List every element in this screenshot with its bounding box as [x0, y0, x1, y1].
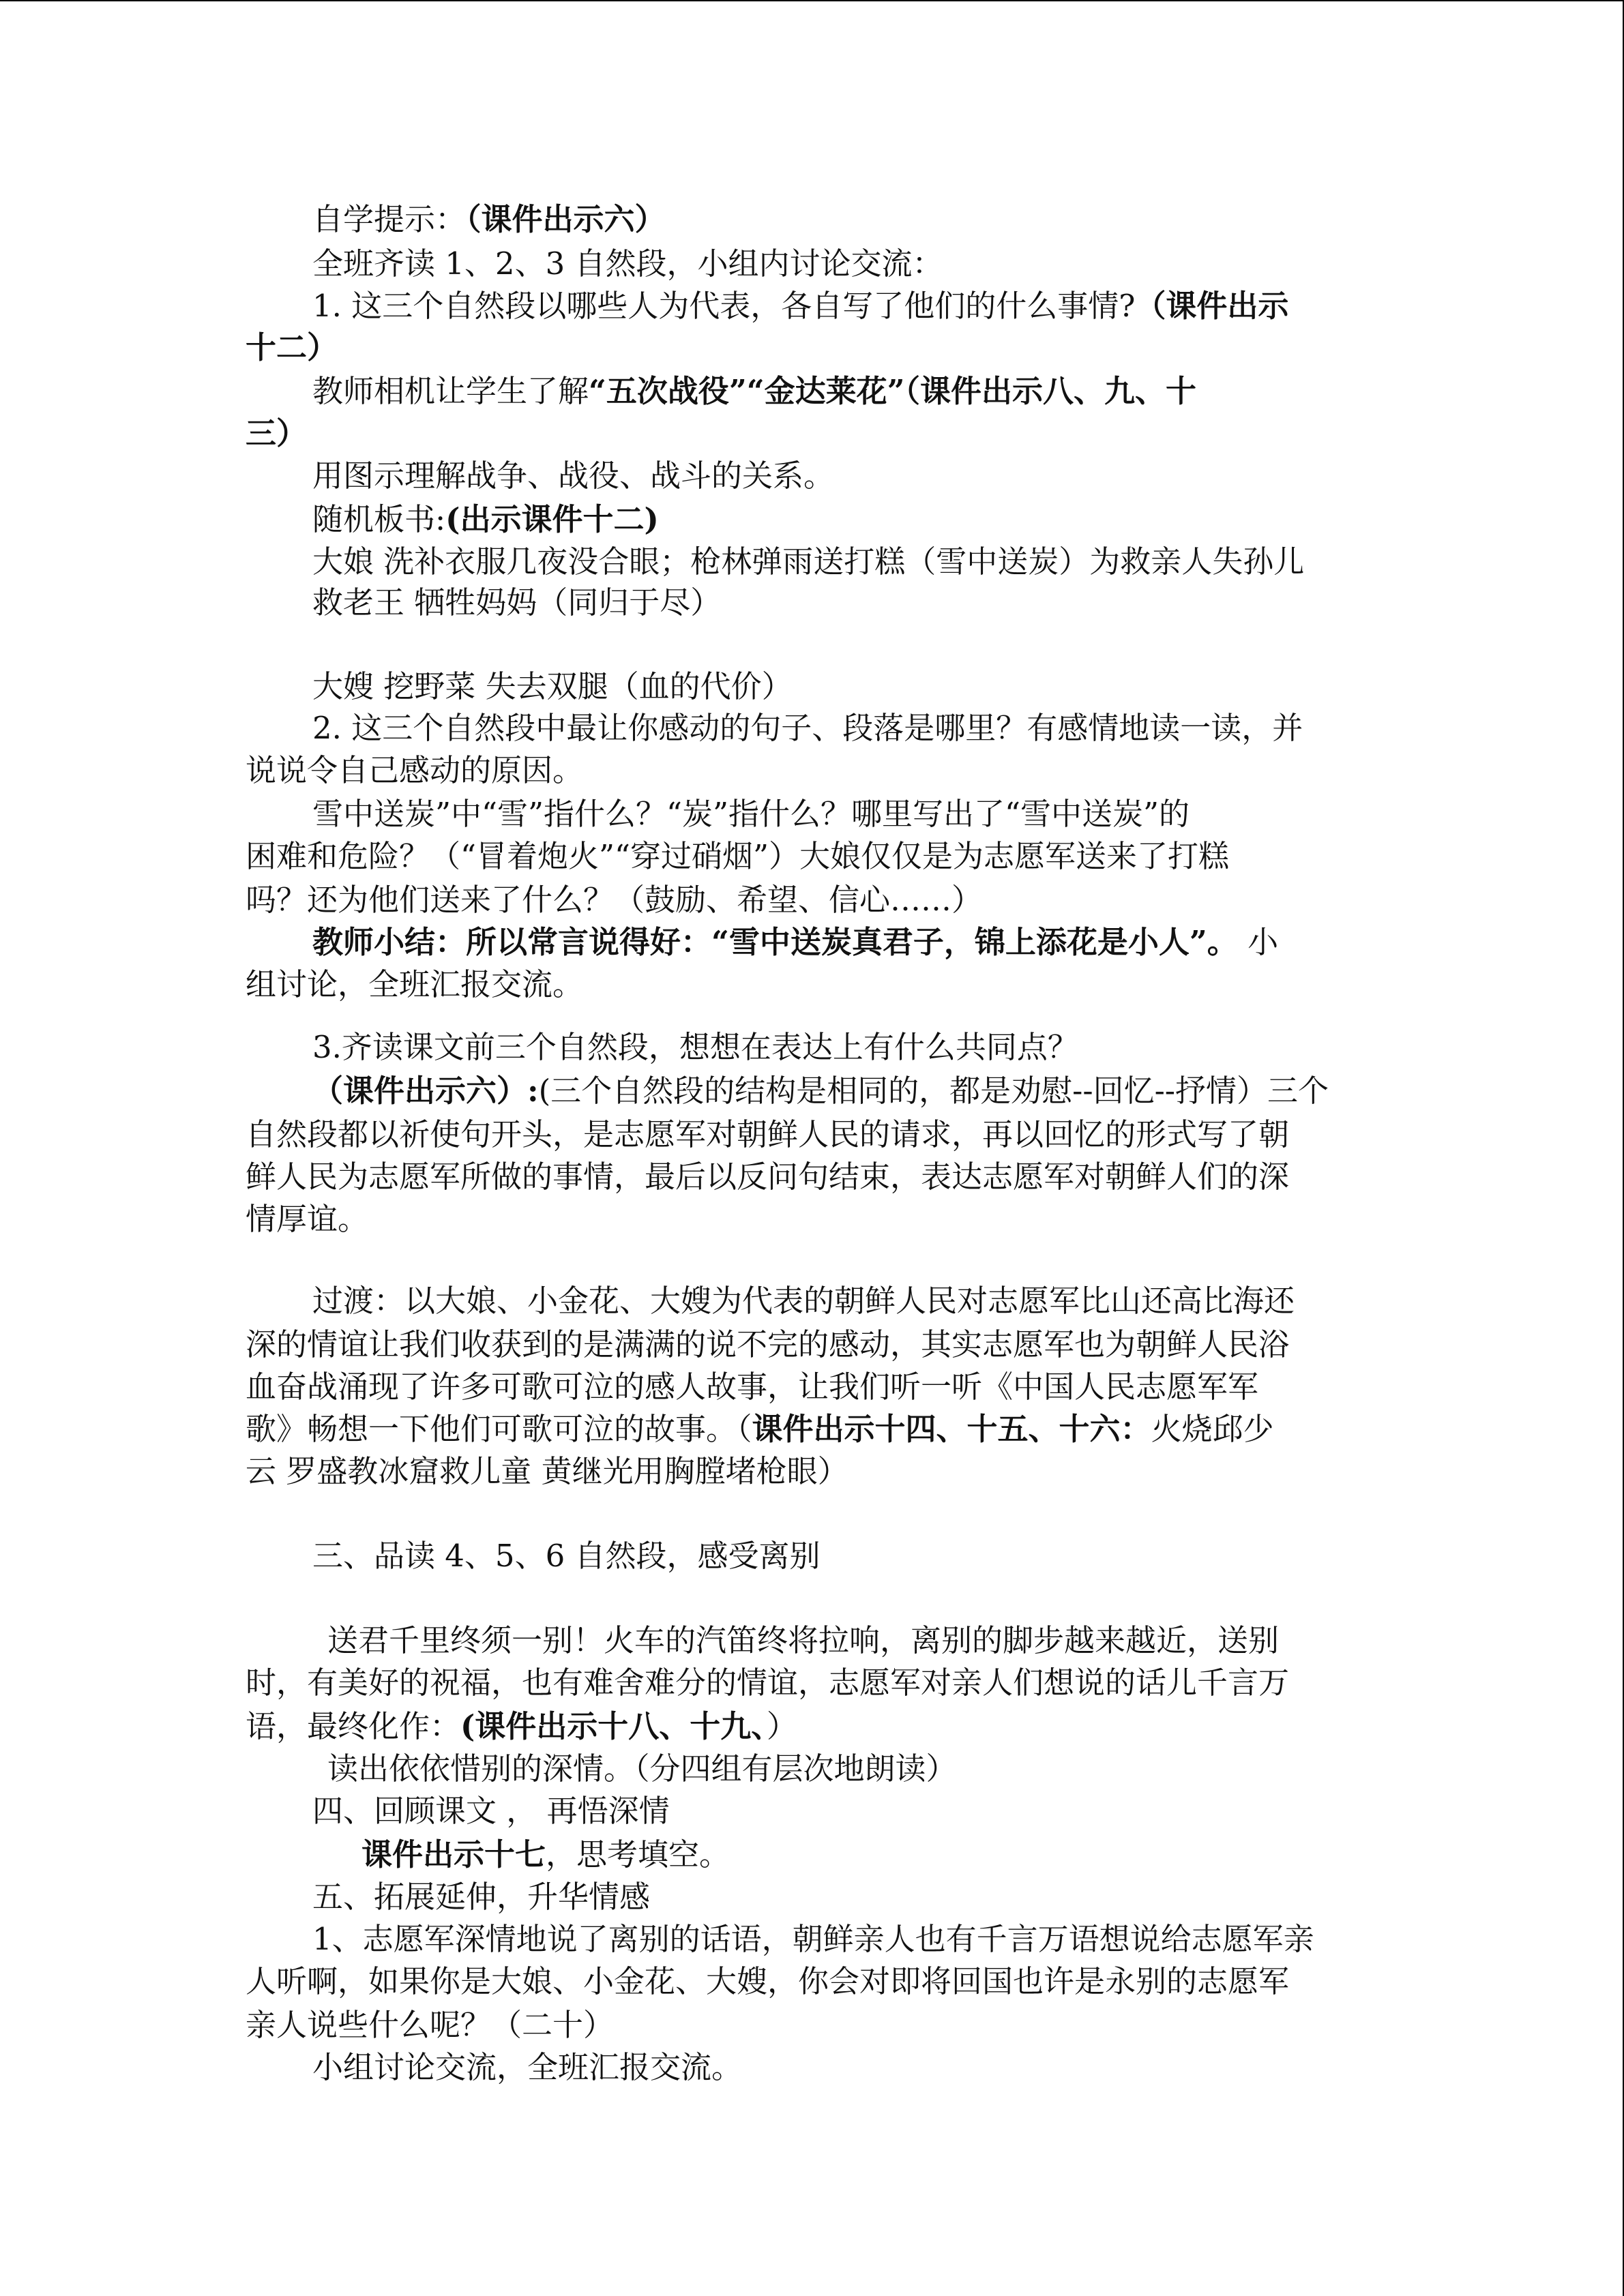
text-line: [246, 1919, 1445, 1960]
text-line: [246, 708, 1445, 749]
text-segment: 吗？还为他们送来了什么？（鼓励、希望、信心……）: [246, 882, 983, 918]
text-line: [246, 1748, 1460, 1789]
text-line: [246, 286, 1445, 327]
text-segment: 送君千里终须一别！火车的汽笛终将拉响，离别的脚步越来越近，送别: [327, 1622, 1280, 1658]
text-segment: 语，最终化作：: [246, 1708, 461, 1744]
text-segment: 全班齐读 1、2、3 自然段，小组内讨论交流：: [312, 245, 943, 282]
text-segment: 云 罗盛教冰窟救儿童 黄继光用胸膛堵枪眼）: [246, 1453, 848, 1489]
text-line: [246, 1663, 1378, 1703]
text-segment: 读出依依惜别的深情。（分四组有层次地朗读）: [327, 1750, 957, 1787]
text-segment: 2. 这三个自然段中最让你感动的句子、段落是哪里？有感情地读一读，并: [312, 710, 1303, 746]
text-segment: （课件出示: [1135, 288, 1289, 324]
text-line: [246, 1451, 1378, 1492]
text-segment: 小组讨论交流，全班汇报交流。: [312, 2049, 743, 2085]
text-segment: 困难和危险？（“冒着炮火”“穿过硝烟”）大娘仅仅是为志愿军送来了打糕: [246, 838, 1230, 874]
text-segment: 亲人说些什么呢？（二十）: [246, 2007, 615, 2043]
text-segment: 深的情谊让我们收获到的是满满的说不完的感动，其实志愿军也为朝鲜人民浴: [246, 1326, 1290, 1362]
text-segment: 3.齐读课文前三个自然段，想想在表达上有什么共同点？: [312, 1029, 1078, 1065]
text-line: [246, 327, 1378, 368]
text-line: [246, 1071, 1445, 1112]
text-segment: 1. 这三个自然段以哪些人为代表，各自写了他们的什么事情?: [312, 288, 1136, 324]
text-segment: 大娘 洗补衣服几夜没合眼；枪林弹雨送打糕（雪中送炭）为救亲人失孙儿: [312, 543, 1305, 580]
text-line: [246, 582, 1445, 623]
text-line: [246, 836, 1378, 877]
text-segment: (出示课件十二): [445, 501, 659, 537]
text-line: [246, 1409, 1378, 1450]
text-segment: 自然段都以祈使句开头，是志愿军对朝鲜人民的请求，再以回忆的形式写了朝: [246, 1116, 1290, 1152]
text-segment: 四、回顾课文 ， 再悟深情: [312, 1793, 670, 1829]
text-segment: 用图示理解战争、战役、战斗的关系。: [312, 458, 835, 494]
text-line: [246, 1199, 1378, 1240]
text-line: [246, 1367, 1378, 1407]
text-line: [246, 794, 1445, 835]
text-line: [246, 1324, 1378, 1365]
text-segment: 课件出示十四、十五、十六：: [752, 1411, 1151, 1447]
text-segment: “五次战役”“金达莱花”（课件出示八、九、十: [589, 373, 1197, 409]
text-segment: 自学提示：: [312, 201, 467, 237]
text-segment: 血奋战涌现了许多可歌可泣的感人故事，让我们听一听《中国人民志愿军军: [246, 1369, 1259, 1405]
text-segment: 时，有美好的祝福，也有难舍难分的情谊，志愿军对亲人们想说的话儿千言万: [246, 1665, 1290, 1701]
text-line: [246, 499, 1445, 540]
text-segment: ，思考填空。: [546, 1836, 730, 1873]
text-line: [246, 2047, 1445, 2088]
text-line: [246, 880, 1378, 921]
text-line: [246, 1834, 1494, 1875]
text-line: [246, 1114, 1378, 1155]
text-segment: 人听啊，如果你是大娘、小金花、大嫂，你会对即将回国也许是永别的志愿军: [246, 1963, 1290, 1999]
text-segment: 雪中送炭”中“雪”指什么？“炭”指什么？哪里写出了“雪中送炭”的: [312, 796, 1190, 832]
text-segment: 课件出示十七: [361, 1836, 546, 1873]
text-line: [246, 964, 1378, 1005]
text-line: [246, 1281, 1445, 1322]
text-line: [246, 1027, 1445, 1068]
text-line: [246, 750, 1378, 791]
text-segment: 五、拓展延伸，升华情感: [312, 1879, 651, 1915]
text-segment: 组讨论，全班汇报交流。: [246, 966, 584, 1002]
text-segment: 小: [1237, 924, 1279, 960]
text-segment: 三）: [246, 415, 308, 451]
text-segment: 大嫂 挖野菜 失去双腿（血的代价）: [312, 668, 793, 704]
text-line: [246, 1620, 1460, 1661]
text-segment: 教师小结：所以常言说得好：“雪中送炭真君子，锦上添花是小人”。: [312, 924, 1238, 960]
text-line: [246, 413, 1378, 454]
text-segment: (三个自然段的结构是相同的，都是劝慰--回忆--抒情）三个: [538, 1073, 1329, 1109]
text-line: [246, 1536, 1445, 1577]
text-line: [246, 1961, 1378, 2002]
text-line: [246, 1706, 1378, 1747]
text-segment: 1、志愿军深情地说了离别的话语，朝鲜亲人也有千言万语想说给志愿军亲: [312, 1921, 1314, 1957]
text-segment: 鲜人民为志愿军所做的事情，最后以反问句结束，表达志愿军对朝鲜人们的深: [246, 1159, 1290, 1195]
text-line: [246, 243, 1445, 284]
text-segment: 三、品读 4、5、6 自然段，感受离别: [312, 1538, 821, 1574]
text-segment: 十二）: [246, 329, 338, 366]
text-segment: (课件出示十八、十九、: [460, 1708, 767, 1744]
text-segment: 火烧邱少: [1151, 1411, 1274, 1447]
text-line: [246, 2005, 1378, 2046]
text-line: [246, 1877, 1445, 1918]
text-segment: 歌》畅想一下他们可歌可泣的故事。（: [246, 1411, 752, 1447]
text-segment: （课件出示六）:: [312, 1073, 539, 1109]
text-segment: 说说令自己感动的原因。: [246, 752, 584, 788]
text-line: [246, 199, 1445, 240]
text-line: [246, 1791, 1445, 1832]
text-line: [246, 541, 1445, 582]
text-line: [246, 1157, 1378, 1197]
text-segment: ）: [766, 1708, 797, 1744]
text-segment: （课件出示六）: [466, 201, 666, 237]
text-segment: 救老王 牺牲妈妈（同归于尽）: [312, 584, 722, 621]
text-segment: 情厚谊。: [246, 1201, 369, 1237]
text-line: [246, 922, 1445, 963]
text-line: [246, 456, 1445, 496]
text-segment: 过渡：以大娘、小金花、大嫂为代表的朝鲜人民对志愿军比山还高比海还: [312, 1283, 1295, 1319]
text-segment: 随机板书:: [312, 501, 446, 537]
text-line: [246, 371, 1445, 412]
text-segment: 教师相机让学生了解: [312, 373, 589, 409]
text-line: [246, 666, 1445, 707]
